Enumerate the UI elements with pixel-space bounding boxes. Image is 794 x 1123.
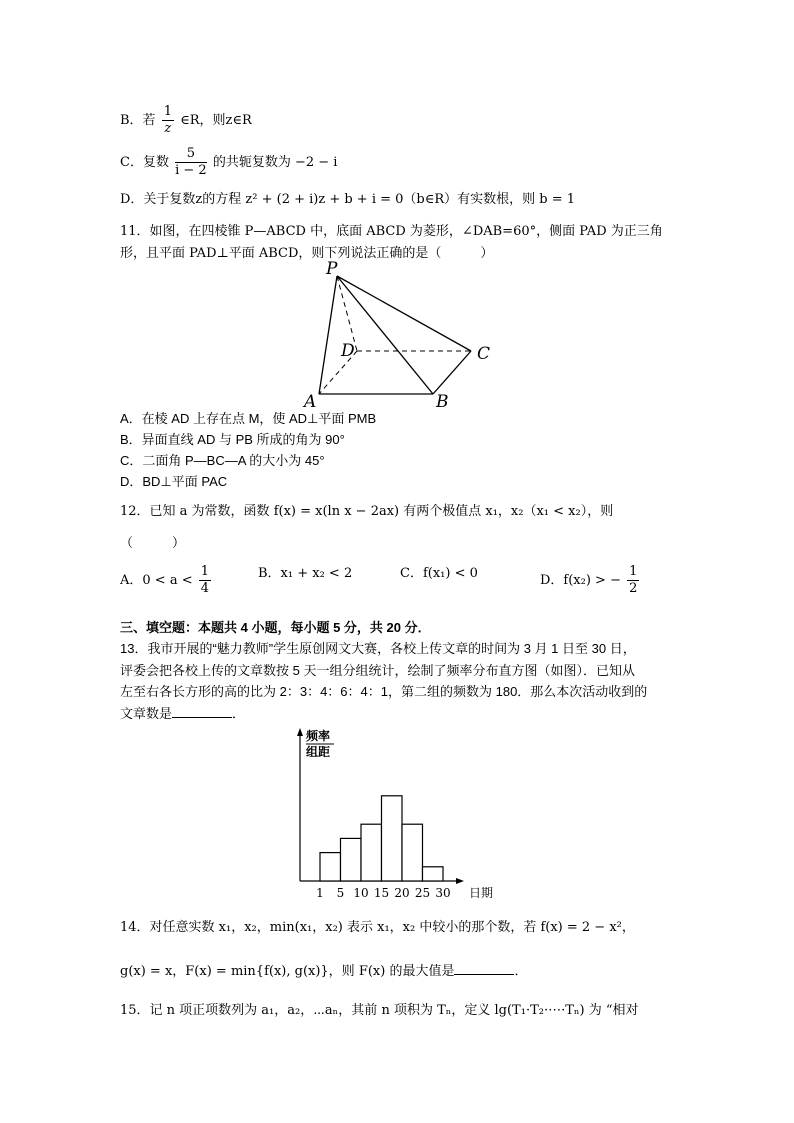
x-tick-label: 25 [414,886,431,900]
q14-line2 [120,960,527,982]
q13-line4-text: 文章数是 [120,706,173,721]
edge-pd [337,276,357,351]
y-label-top: 频率 [306,729,331,743]
label-b: B [436,392,449,408]
q13-line1: 13．我市开展的“魅力教师”学生原创网文大赛，各校上传文章的时间为 3 月 1 日至 30 日， [120,641,636,656]
y-axis-arrow [297,728,303,736]
histogram-bar [423,867,444,881]
histogram-bar [402,824,423,881]
fraction-denominator: 4 [200,581,210,596]
label-a: A [304,392,317,408]
q10-option-c [120,146,337,179]
fraction-numerator: 1 [629,564,638,579]
histogram-bar [320,853,341,881]
q12-option-b: B．x₁ + x₂ < 2 [258,566,353,581]
q12-paren: （ ） [120,536,186,551]
q14-line2-text: g(x) = x，F(x) = min{f(x), g(x)}，则 F(x) 的最大值是 [120,964,455,979]
edge-pa [319,276,337,394]
q10-b-prefix: B．若 [120,113,156,128]
q12-option-c: C．f(x₁) < 0 [400,566,478,581]
q12-a-fraction [199,564,211,597]
q14-line1: 14．对任意实数 x₁，x₂，min(x₁，x₂) 表示 x₁，x₂ 中较小的那个数，若 f(x) = 2 − x²， [120,920,635,935]
q10-c-prefix: C．复数 [120,155,169,170]
fraction-numerator: 1 [200,564,210,579]
q13-line4-end: ． [232,706,246,721]
q13-answer-blank [172,703,232,718]
x-tick-label: 20 [394,886,410,900]
q14-line2-end: ． [514,964,528,979]
q12-option-a [120,564,213,597]
fraction-denominator: i − 2 [175,163,207,178]
q12-d-prefix: D．f(x₂) > − [540,573,621,588]
q14-answer-blank [454,960,514,975]
pyramid-figure [300,258,510,408]
q12-d-fraction [627,564,639,597]
x-tick-label: 5 [336,886,345,900]
x-tick-label: 10 [353,886,369,900]
q11-stem-line1: 11．如图，在四棱锥 P—ABCD 中，底面 ABCD 为菱形，∠DAB=60°，侧面 PAD 为正三角 [120,224,663,239]
frequency-histogram [282,726,522,906]
histogram-bar [382,796,403,881]
fraction-denominator: z [164,121,172,136]
y-label-bottom: 组距 [306,745,331,759]
q10-c-fraction [175,146,207,179]
edge-bc [433,351,471,394]
edge-pb [337,276,433,394]
x-tick-label: 15 [373,886,390,900]
histogram-bar [361,824,382,881]
label-d: D [341,341,355,361]
q12-a-prefix: A．0 < a < [120,573,193,588]
q10-b-suffix: ∈R，则z∈R [180,113,252,128]
q11-option-d: D．BD⊥平面 PAC [120,474,228,489]
q11-stem-line2: 形，且平面 PAD⊥平面 ABCD，则下列说法正确的是（ ） [120,246,494,261]
q11-option-c: C．二面角 P—BC—A 的大小为 45° [120,453,325,468]
q15-line1: 15．记 n 项正项数列为 a₁，a₂，⋯aₙ，其前 n 项积为 Tₙ，定义 lg(T₁·T₂·⋯·Tₙ) 为 “相对 [120,1003,639,1018]
fraction-numerator: 5 [175,146,207,163]
q11-option-a: A．在棱 AD 上存在点 M，使 AD⊥平面 PMB [120,411,377,426]
x-tick-label: 1 [316,886,324,900]
q11-option-b: B．异面直线 AD 与 PB 所成的角为 90° [120,432,345,447]
label-c: C [477,344,491,364]
x-label: 日期 [469,886,494,900]
edge-pc [337,276,471,351]
x-axis-arrow [456,878,464,884]
q10-option-d: D．关于复数z的方程 z² + (2 + i)z + b + i = 0（b∈R）有实数根，则 b = 1 [120,192,576,207]
q13-line2: 评委会把各校上传的文章数按 5 天一组分组统计，绘制了频率分布直方图（如图）．已知从 [120,663,635,678]
q10-c-suffix: 的共轭复数为 −2 − i [212,155,338,170]
fraction-numerator: 1 [163,104,172,119]
label-p: P [326,259,338,279]
fraction-denominator: 2 [629,581,638,596]
q13-line4 [120,703,245,724]
q12-stem: 12．已知 a 为常数，函数 f(x) = x(ln x − 2ax) 有两个极值点 x₁，x₂（x₁ < x₂），则 [120,504,614,519]
q13-line3: 左至右各长方形的高的比为 2：3：4：6：4：1，第二组的频数为 180．那么本次活动收到的 [120,684,648,699]
histogram-bar [341,838,362,881]
q12-option-d [540,564,641,597]
q10-b-fraction [162,104,174,137]
q10-option-b [120,104,252,137]
section-3-title: 三、填空题：本题共 4 小题，每小题 5 分，共 20 分． [120,620,431,635]
x-tick-label: 30 [435,886,451,900]
